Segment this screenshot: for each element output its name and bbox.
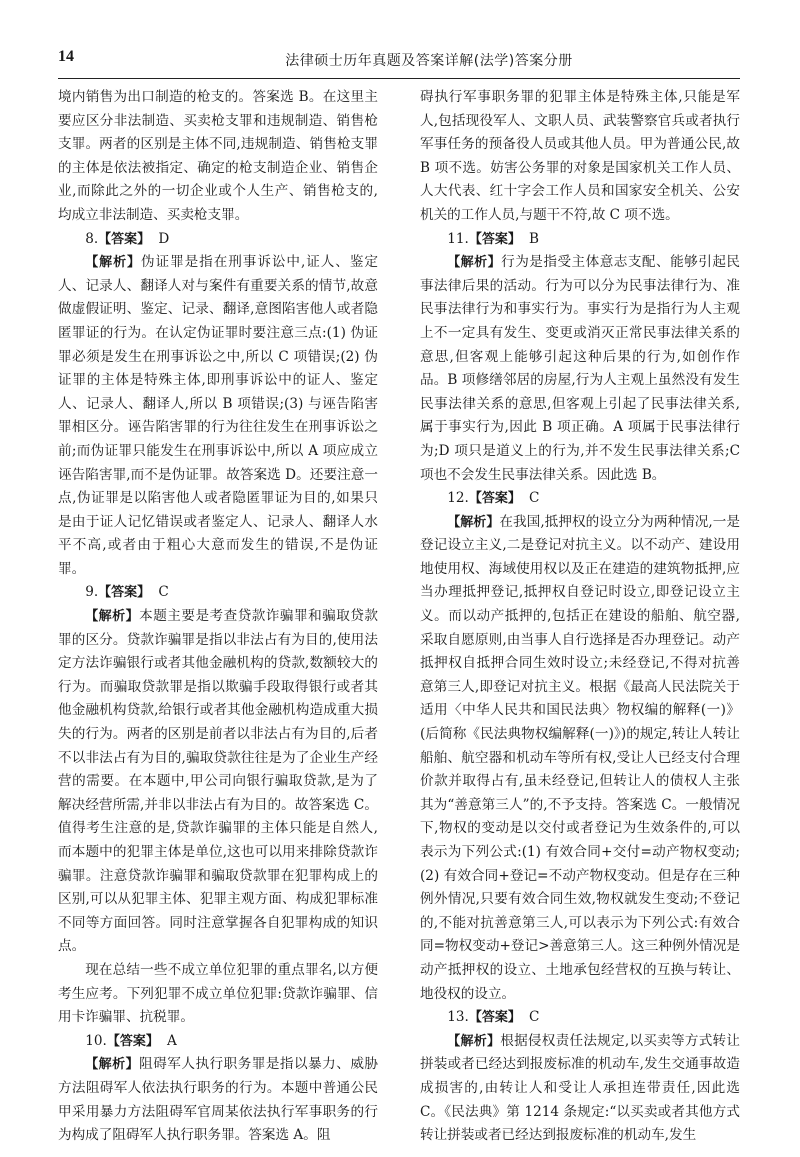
answer-10 — [58, 1030, 378, 1054]
analysis-text: 本题主要是考查贷款诈骗罪和骗取贷款罪的区分。贷款诈骗罪是指以非法占有为目的,使用法定方法诈骗银行或者其他金融机构的贷款,数额较大的行为。而骗取贷款罪是指以欺骗手段取得银行或者其他金融机构贷款,给银行或者其他金融机构造成重大损失的行为。两者的区别是前者以非法占有为目的,后者不以非法占有为目的,骗取贷款往往是为了企业生产经营的需要。在本题中,甲公司向银行骗取贷款,是为了解决经营所需,并非以非法占有为目的。故答案选 C。值得考生注意的是,贷款诈骗罪的主体只能是自然人,而本题中的犯罪主体是单位,这也可以用来排除贷款诈骗罪。注意贷款诈骗罪和骗取贷款罪在犯罪构成上的区别,可以从犯罪主体、犯罪主观方面、构成犯罪标准不同等方面回答。同时注意掌握各自犯罪构成的知识点。 — [58, 608, 378, 955]
question-number: 12. — [447, 490, 469, 507]
answer-13 — [420, 1006, 740, 1030]
answer-label: 【答案】 — [468, 231, 521, 247]
page-number: 14 — [58, 48, 74, 65]
answer-label: 【答案】 — [98, 585, 151, 601]
answer-letter: B — [528, 230, 539, 247]
running-title: 法律硕士历年真题及答案详解(法学)答案分册 — [285, 53, 573, 69]
analysis-label: 【解析】 — [447, 255, 502, 271]
analysis-text: 伪证罪是指在刑事诉讼中,证人、鉴定人、记录人、翻译人对与案件有重要关系的情节,故意做虚假证明、鉴定、记录、翻译,意图陷害他人或者隐匿罪证的行为。在认定伪证罪时要注意三点:(1) 伪证罪必须是发生在刑事诉讼之中,所以 C 项错误;(2) 伪证罪的主体是特殊主体,即刑事诉讼中的证人、鉴定人、记录人、翻译人,所以 B 项错误;(3) 与诬告陷害罪相区分。诬告陷害罪的行为往往发生在刑事诉讼之前;而伪证罪只能发生在刑事诉讼中,所以 A 项应成立诬告陷害罪,而不是伪证罪。故答案选 D。还要注意一点,伪证罪是以陷害他人或者隐匿罪证为目的,如果只是由于证人记忆错误或者鉴定人、记录人、翻译人水平不高,或者由于粗心大意而发生的错误,不是伪证罪。 — [58, 254, 378, 577]
answer-12 — [420, 487, 740, 511]
answer-letter: C — [528, 1009, 540, 1026]
answer-label: 【答案】 — [468, 1010, 521, 1026]
answer-letter: C — [158, 584, 169, 601]
question-number: 9. — [85, 584, 99, 601]
analysis-text: 在我国,抵押权的设立分为两种情况,一是登记设立主义,二是登记对抗主义。以不动产、建设用地使用权、海域使用权以及正在建造的建筑物抵押,应当办理抵押登记,抵押权自登记时设立,即登记设立主义。而以动产抵押的,包括正在建设的船舶、航空器,采取自愿原则,由当事人自行选择是否办理登记。动产抵押权自抵押合同生效时设立;未经登记,不得对抗善意第三人,即登记对抗主义。根据《最高人民法院关于适用〈中华人民共和国民法典〉物权编的解释(一)》(后简称《民法典物权编解释(一)》)的规定,转让人转让船舶、航空器和机动车等所有权,受让人已经支付合理价款并取得占有,虽未经登记,但转让人的债权人主张其为“善意第三人”的,不予支持。答案选 C。一般情况下,物权的变动是以交付或者登记为生效条件的,可以表示为下列公式:(1) 有效合同+交付=动产物权变动;(2) 有效合同+登记=不动产物权变动。但是存在三种例外情况,只要有效合同生效,物权就发生变动;不登记的,不能对抗善意第三人,可以表示为下列公式:有效合同=物权变动+登记>善意第三人。这三种例外情况是动产抵押权的设立、土地承包经营权的互换与转让、地役权的设立。 — [420, 513, 740, 1002]
answer-label: 【答案】 — [106, 1033, 159, 1049]
analysis-text: 根据侵权责任法规定,以买卖等方式转让拼装或者已经达到报废标准的机动车,发生交通事故造成损害的,由转让人和受让人承担连带责任,因此选 C。《民法典》第 1214 条规定:“以买卖或者其他方式转让拼装或者已经达到报废标准的机动车,发生 — [420, 1032, 740, 1144]
answer-label: 【答案】 — [98, 231, 151, 247]
analysis-text: 行为是指受主体意志支配、能够引起民事法律后果的活动。行为可以分为民事法律行为、准民事法律行为和事实行为。事实行为是指行为人主观上不一定具有发生、变更或消灭正常民事法律关系的意思,但客观上能够引起这种后果的行为,如创作作品。B 项修缮邻居的房屋,行为人主观上虽然没有发生民事法律关系的意思,但客观上引起了民事法律关系,属于事实行为,因此 B 项正确。A 项属于民事法律行为;D 项只是道义上的行为,并不发生民事法律关系;C 项也不会发生民事法律关系。因此选 B。 — [420, 254, 740, 483]
question-number: 10. — [85, 1032, 107, 1049]
paragraph: 碍执行军事职务罪的犯罪主体是特殊主体,只能是军人,包括现役军人、文职人员、武装警察官兵或者执行军事任务的预备役人员或其他人员。甲为普通公民,故 B 项不选。妨害公务罪的对象是国家机关工作人员、人大代表、红十字会工作人员和国家安全机关、公安机关的工作人员,与题干不符,故 C 项不选。 — [420, 89, 740, 223]
answer-9 — [58, 581, 378, 605]
analysis-10 — [58, 1053, 378, 1146]
analysis-label: 【解析】 — [447, 1033, 501, 1049]
header-rule — [58, 78, 740, 79]
analysis-label: 【解析】 — [85, 255, 141, 271]
analysis-label: 【解析】 — [85, 1057, 140, 1073]
answer-8 — [58, 228, 378, 252]
answer-11 — [420, 228, 740, 252]
question-number: 8. — [85, 230, 99, 247]
right-column — [420, 86, 740, 1146]
question-number: 11. — [447, 230, 469, 247]
answer-letter: A — [166, 1032, 177, 1049]
question-number: 13. — [447, 1009, 469, 1026]
answer-letter: D — [158, 230, 170, 247]
analysis-label: 【解析】 — [85, 609, 140, 625]
analysis-13 — [420, 1030, 740, 1146]
analysis-9 — [58, 605, 378, 959]
page-header — [58, 42, 740, 78]
answer-letter: C — [528, 490, 540, 507]
analysis-11 — [420, 251, 740, 487]
note-paragraph: 现在总结一些不成立单位犯罪的重点罪名,以方便考生应考。下列犯罪不成立单位犯罪:贷款诈骗罪、信用卡诈骗罪、抗税罪。 — [58, 961, 378, 1026]
analysis-12 — [420, 511, 740, 1006]
analysis-label: 【解析】 — [447, 514, 500, 530]
paragraph: 境内销售为出口制造的枪支的。答案选 B。在这里主要应区分非法制造、买卖枪支罪和违规制造、销售枪支罪。两者的区别是主体不同,违规制造、销售枪支罪的主体是依法被指定、确定的枪支制造企业、销售企业,而除此之外的一切企业或个人生产、销售枪支的,均成立非法制造、买卖枪支罪。 — [58, 89, 378, 223]
analysis-8 — [58, 251, 378, 581]
left-column — [58, 86, 378, 1146]
answer-label: 【答案】 — [468, 491, 521, 507]
analysis-text: 阻碍军人执行职务罪是指以暴力、威胁方法阻碍军人依法执行职务的行为。本题中普通公民甲采用暴力方法阻碍军官周某依法执行军事职务的行为构成了阻碍军人执行职务罪。答案选 A。阻 — [58, 1056, 378, 1144]
